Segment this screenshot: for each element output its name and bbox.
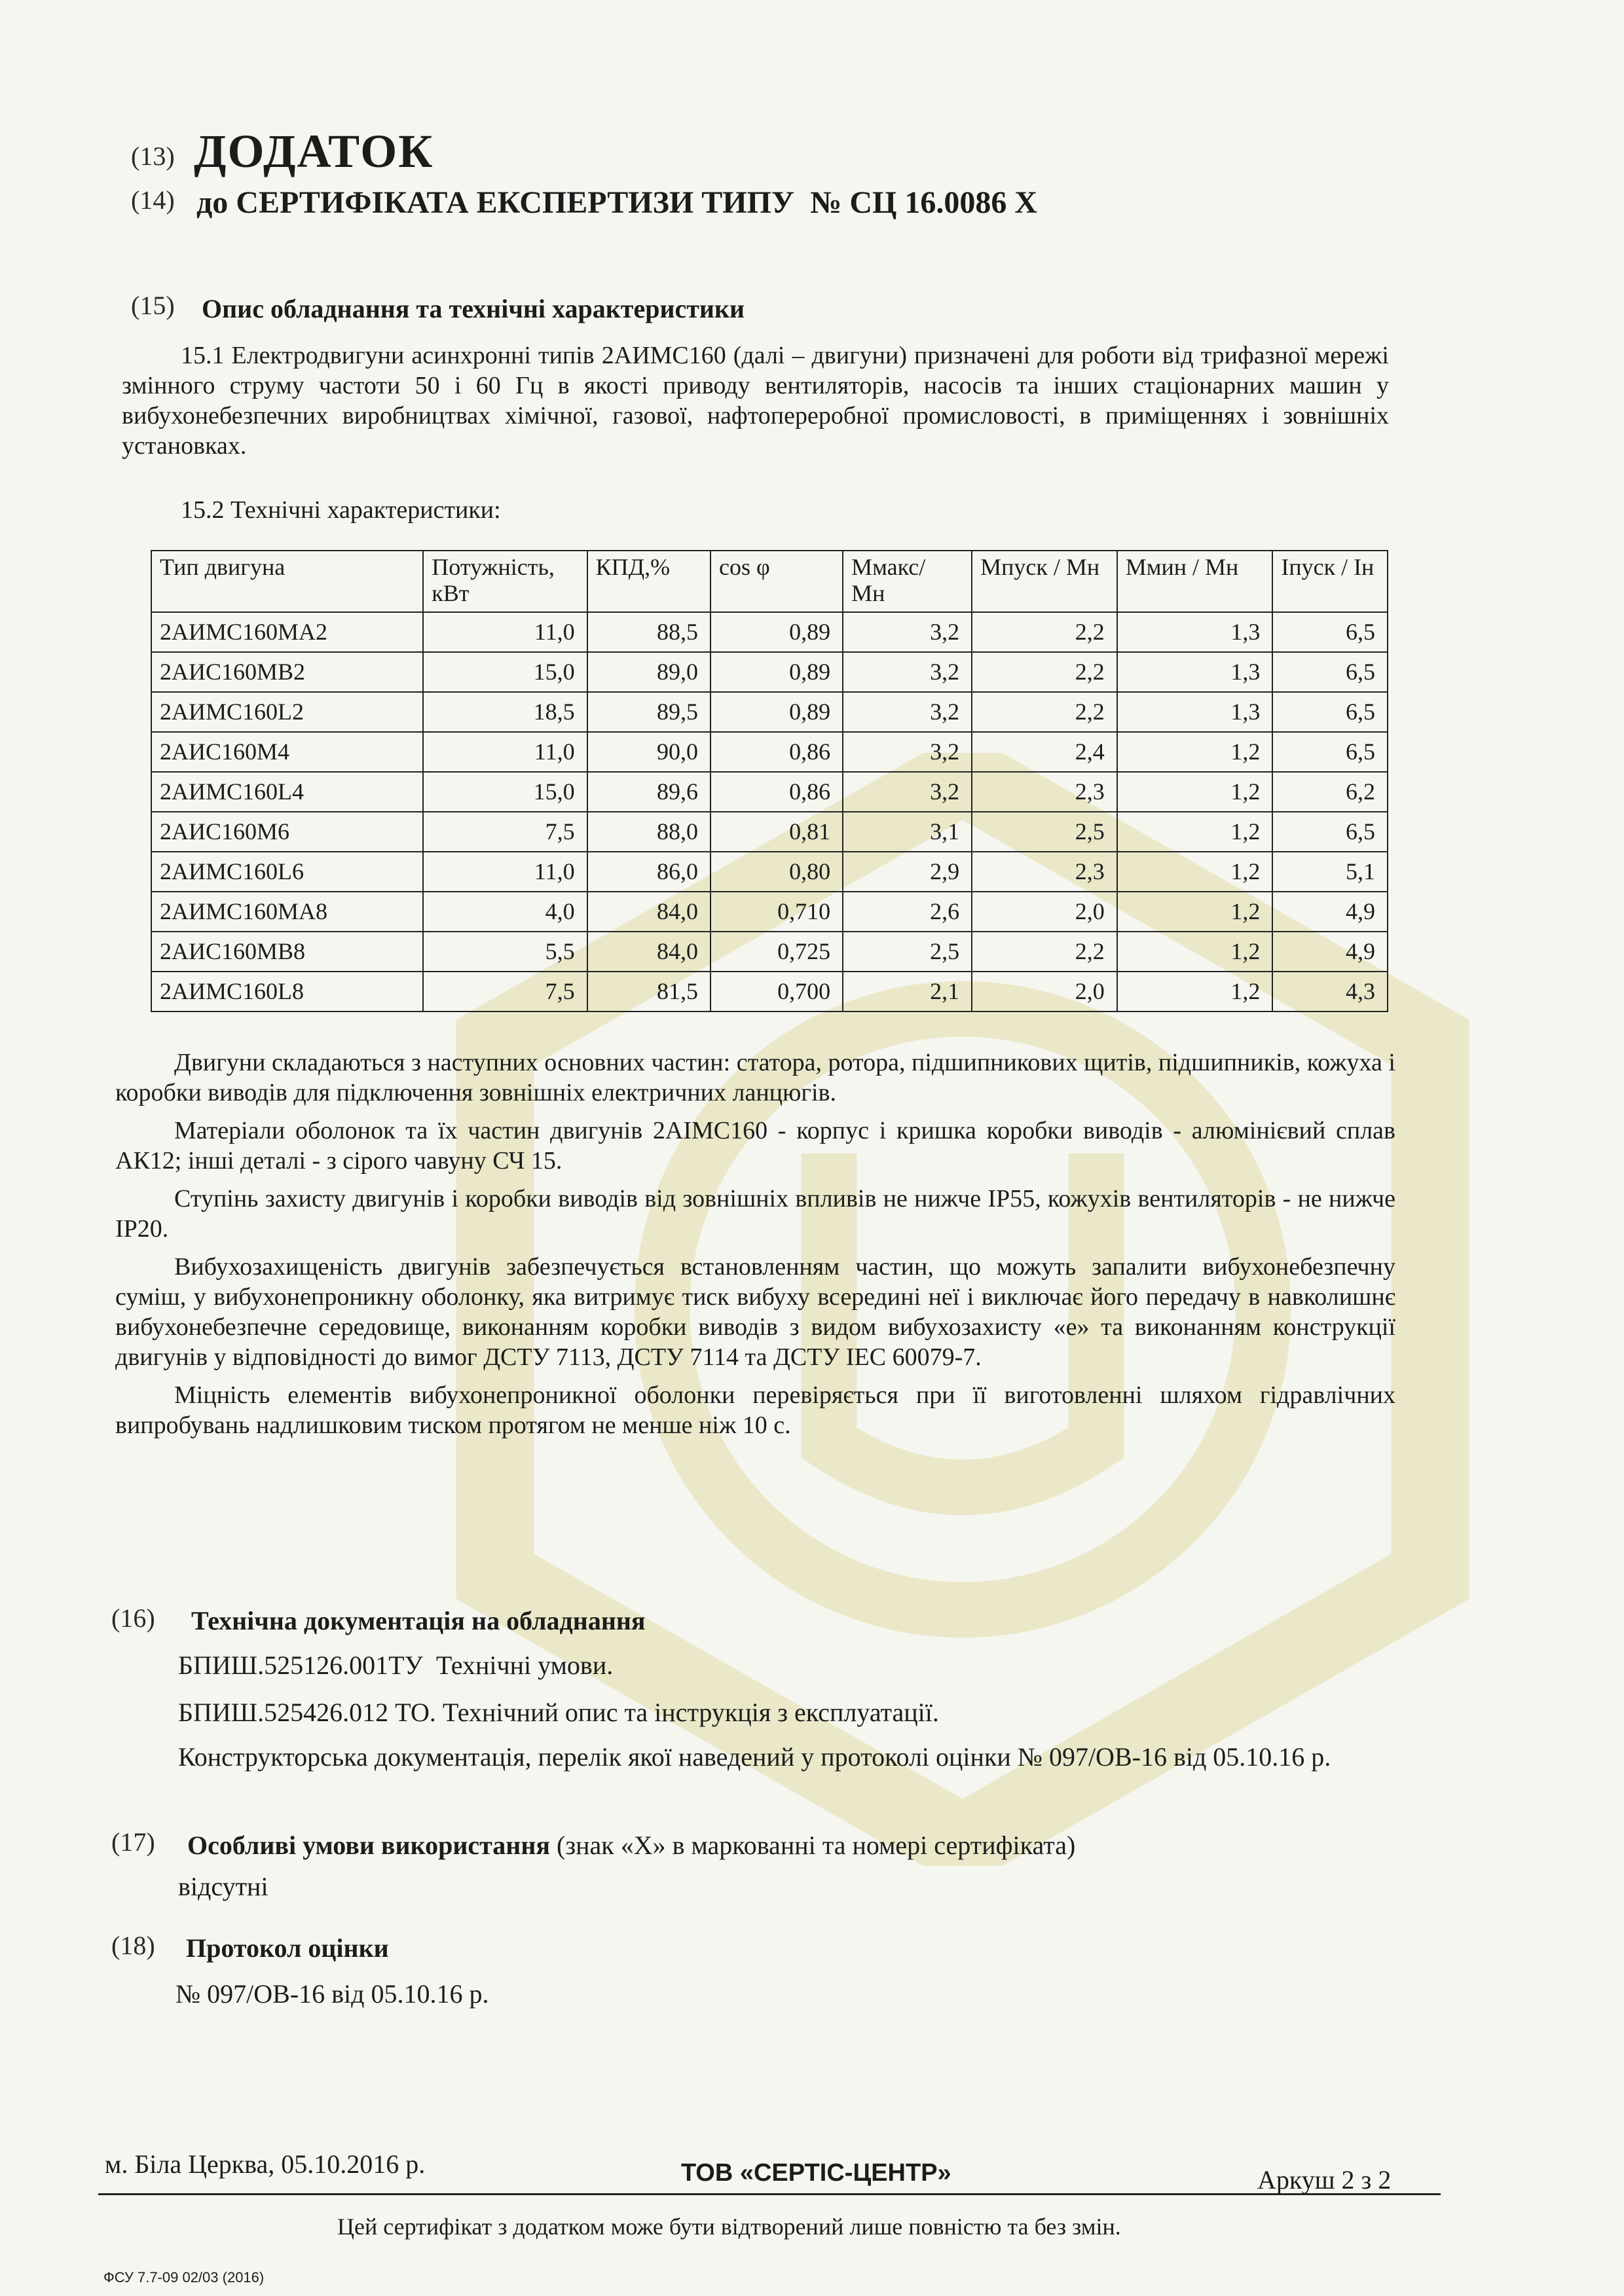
sheet-number: Аркуш 2 з 2	[1257, 2165, 1392, 2195]
paragraph-protection: Ступінь захисту двигунів і коробки виводів від зовнішніх впливів не нижче IP55, кожухів вентиляторів - не нижче IP20.	[115, 1185, 1395, 1243]
table-cell: 3,2	[843, 652, 972, 692]
table-cell: 11,0	[423, 852, 587, 892]
table-cell: 6,5	[1272, 732, 1388, 772]
table-cell: 3,2	[843, 612, 972, 652]
table-cell: 2,4	[972, 732, 1117, 772]
table-cell: 2АИС160М4	[151, 732, 423, 772]
field-number-13: (13)	[131, 141, 175, 171]
table-cell: 2АИМС160L8	[151, 972, 423, 1011]
table-row	[151, 612, 1388, 652]
section-18-title: Протокол оцінки	[186, 1933, 389, 1963]
section-17-title: Особливі умови використання	[187, 1831, 551, 1860]
table-cell: 2,2	[972, 932, 1117, 972]
table-cell: 2,3	[972, 772, 1117, 812]
table-cell: 88,0	[587, 812, 710, 852]
special-conditions-value: відсутні	[178, 1872, 268, 1901]
table-row	[151, 812, 1388, 852]
table-cell: 4,3	[1272, 972, 1388, 1011]
table-header-row	[151, 551, 1388, 612]
section-17-title-note: (знак «Х» в маркованні та номері сертифіката)	[550, 1831, 1076, 1860]
column-header: Ммакс/ Мн	[843, 551, 972, 612]
field-number-16: (16)	[111, 1603, 155, 1633]
table-cell: 1,3	[1117, 612, 1273, 652]
column-header: КПД,%	[587, 551, 710, 612]
table-cell: 6,5	[1272, 652, 1388, 692]
table-cell: 2АИС160МВ2	[151, 652, 423, 692]
table-cell: 1,2	[1117, 772, 1273, 812]
table-cell: 90,0	[587, 732, 710, 772]
table-cell: 0,89	[710, 652, 843, 692]
table-cell: 0,86	[710, 772, 843, 812]
section-15-body	[115, 1048, 1395, 1440]
form-code: ФСУ 7.7-09 02/03 (2016)	[103, 2269, 265, 2286]
table-cell: 2АИМС160L4	[151, 772, 423, 812]
issuing-company: ТОВ «СЕРТІС-ЦЕНТР»	[681, 2159, 951, 2187]
table-cell: 2АИМС160МА8	[151, 892, 423, 932]
table-cell: 11,0	[423, 732, 587, 772]
paragraph-15-1: 15.1 Електродвигуни асинхронні типів 2АИМС160 (далі – двигуни) призначені для роботи від трифазної мережі змінного струму частоти 50 і 60 Гц в якості приводу вентиляторів, насосів та інших стаціонарних машин у вибухонебезпечних виробництвах хімічної, газової, нафтопереробної промисловості, в приміщеннях і зовнішніх установках.	[122, 342, 1389, 460]
column-header: Ммин / Мн	[1117, 551, 1273, 612]
table-cell: 89,0	[587, 652, 710, 692]
table-cell: 1,2	[1117, 732, 1273, 772]
table-cell: 2АИМС160L6	[151, 852, 423, 892]
table-cell: 7,5	[423, 812, 587, 852]
document-tu: БПИШ.525126.001ТУ Технічні умови.	[178, 1650, 614, 1680]
table-row	[151, 692, 1388, 732]
footer-divider	[98, 2193, 1441, 2195]
column-header: Тип двигуна	[151, 551, 423, 612]
table-cell: 2,9	[843, 852, 972, 892]
table-cell: 3,2	[843, 732, 972, 772]
table-cell: 2,2	[972, 612, 1117, 652]
table-row	[151, 932, 1388, 972]
table-cell: 86,0	[587, 852, 710, 892]
table-cell: 89,6	[587, 772, 710, 812]
table-cell: 89,5	[587, 692, 710, 732]
table-cell: 0,86	[710, 732, 843, 772]
table-cell: 1,2	[1117, 852, 1273, 892]
table-cell: 3,2	[843, 692, 972, 732]
field-number-15: (15)	[131, 291, 175, 320]
place-and-date: м. Біла Церква, 05.10.2016 р.	[105, 2149, 426, 2179]
table-cell: 5,5	[423, 932, 587, 972]
table-cell: 2,5	[972, 812, 1117, 852]
table-cell: 0,725	[710, 932, 843, 972]
table-cell: 2АИС160МВ8	[151, 932, 423, 972]
paragraph-parts: Двигуни складаються з наступних основних частин: статора, ротора, підшипникових щитів, підшипників, кожуха і коробки виводів для підключення зовнішніх електричних ланцюгів.	[115, 1049, 1395, 1106]
table-cell: 2АИС160М6	[151, 812, 423, 852]
column-header: Мпуск / Мн	[972, 551, 1117, 612]
paragraph-explosion-protection: Вибухозахищеність двигунів забезпечується встановленням частин, що можуть запалити вибухонебезпечну суміш, у вибухонепроникну оболонку, яка витримує тиск вибуху всередині неї і виключає його передачу в навколишнє вибухонебезпечне середовище, виконанням коробки виводів з видом вибухозахисту «е» та виконанням конструкції двигунів у відповідності до вимог ДСТУ 7113, ДСТУ 7114 та ДСТУ IEC 60079-7.	[115, 1253, 1395, 1371]
paragraph-strength: Міцність елементів вибухонепроникної оболонки перевіряється при її виготовленні шляхом гідравлічних випробувань надлишковим тиском протягом не менше ніж 10 с.	[115, 1381, 1395, 1439]
table-cell: 2,1	[843, 972, 972, 1011]
table-row	[151, 652, 1388, 692]
section-15-description	[122, 340, 1389, 461]
table-cell: 81,5	[587, 972, 710, 1011]
table-row	[151, 772, 1388, 812]
table-cell: 2,0	[972, 972, 1117, 1011]
table-cell: 15,0	[423, 772, 587, 812]
table-cell: 0,81	[710, 812, 843, 852]
table-cell: 0,80	[710, 852, 843, 892]
section-15-title: Опис обладнання та технічні характеристики	[202, 294, 745, 323]
section-17-heading	[187, 1830, 1075, 1861]
table-cell: 2,3	[972, 852, 1117, 892]
column-header: cos φ	[710, 551, 843, 612]
table-cell: 0,89	[710, 612, 843, 652]
table-cell: 6,5	[1272, 812, 1388, 852]
table-cell: 0,89	[710, 692, 843, 732]
table-cell: 6,5	[1272, 692, 1388, 732]
table-cell: 2,5	[843, 932, 972, 972]
table-cell: 2,6	[843, 892, 972, 932]
field-number-14: (14)	[131, 185, 175, 215]
table-row	[151, 732, 1388, 772]
column-header: Iпуск / Iн	[1272, 551, 1388, 612]
table-cell: 0,710	[710, 892, 843, 932]
table-cell: 6,5	[1272, 612, 1388, 652]
paragraph-materials: Матеріали оболонок та їх частин двигунів 2АІМС160 - корпус і кришка коробки виводів - алюмінієвий сплав АК12; інші деталі - з сірого чавуну СЧ 15.	[115, 1117, 1395, 1175]
table-row	[151, 892, 1388, 932]
table-cell: 11,0	[423, 612, 587, 652]
table-cell: 3,2	[843, 772, 972, 812]
table-row	[151, 972, 1388, 1011]
table-cell: 4,9	[1272, 892, 1388, 932]
table-cell: 4,9	[1272, 932, 1388, 972]
table-cell: 2,2	[972, 652, 1117, 692]
table-cell: 3,1	[843, 812, 972, 852]
table-cell: 4,0	[423, 892, 587, 932]
table-cell: 1,2	[1117, 892, 1273, 932]
table-cell: 2АИМС160МА2	[151, 612, 423, 652]
column-header: Потужність, кВт	[423, 551, 587, 612]
table-cell: 1,3	[1117, 652, 1273, 692]
document-design-docs: Конструкторська документація, перелік якої наведений у протоколі оцінки № 097/ОВ-16 від 05.10.16 р.	[178, 1742, 1331, 1772]
field-number-18: (18)	[111, 1931, 155, 1960]
certificate-number-heading: до СЕРТИФІКАТА ЕКСПЕРТИЗИ ТИПУ № СЦ 16.0086 Х	[196, 185, 1038, 220]
assessment-protocol-value: № 097/ОВ-16 від 05.10.16 р.	[175, 1979, 489, 2009]
table-cell: 0,700	[710, 972, 843, 1011]
reproduction-note: Цей сертифікат з додатком може бути відтворений лише повністю та без змін.	[337, 2214, 1121, 2240]
page-title: ДОДАТОК	[194, 125, 434, 177]
table-cell: 1,2	[1117, 812, 1273, 852]
table-cell: 6,2	[1272, 772, 1388, 812]
table-cell: 1,2	[1117, 932, 1273, 972]
table-cell: 2,0	[972, 892, 1117, 932]
table-cell: 1,2	[1117, 972, 1273, 1011]
table-cell: 1,3	[1117, 692, 1273, 732]
section-16-title: Технічна документація на обладнання	[191, 1606, 646, 1635]
table-row	[151, 852, 1388, 892]
table-cell: 5,1	[1272, 852, 1388, 892]
table-cell: 84,0	[587, 892, 710, 932]
table-cell: 2АИМС160L2	[151, 692, 423, 732]
table-cell: 88,5	[587, 612, 710, 652]
paragraph-15-2: 15.2 Технічні характеристики:	[181, 496, 501, 524]
technical-characteristics-table	[151, 550, 1388, 1012]
table-cell: 7,5	[423, 972, 587, 1011]
table-cell: 15,0	[423, 652, 587, 692]
field-number-17: (17)	[111, 1827, 155, 1857]
document-to: БПИШ.525426.012 ТО. Технічний опис та інструкція з експлуатації.	[178, 1698, 939, 1727]
table-cell: 84,0	[587, 932, 710, 972]
table-cell: 18,5	[423, 692, 587, 732]
table-cell: 2,2	[972, 692, 1117, 732]
